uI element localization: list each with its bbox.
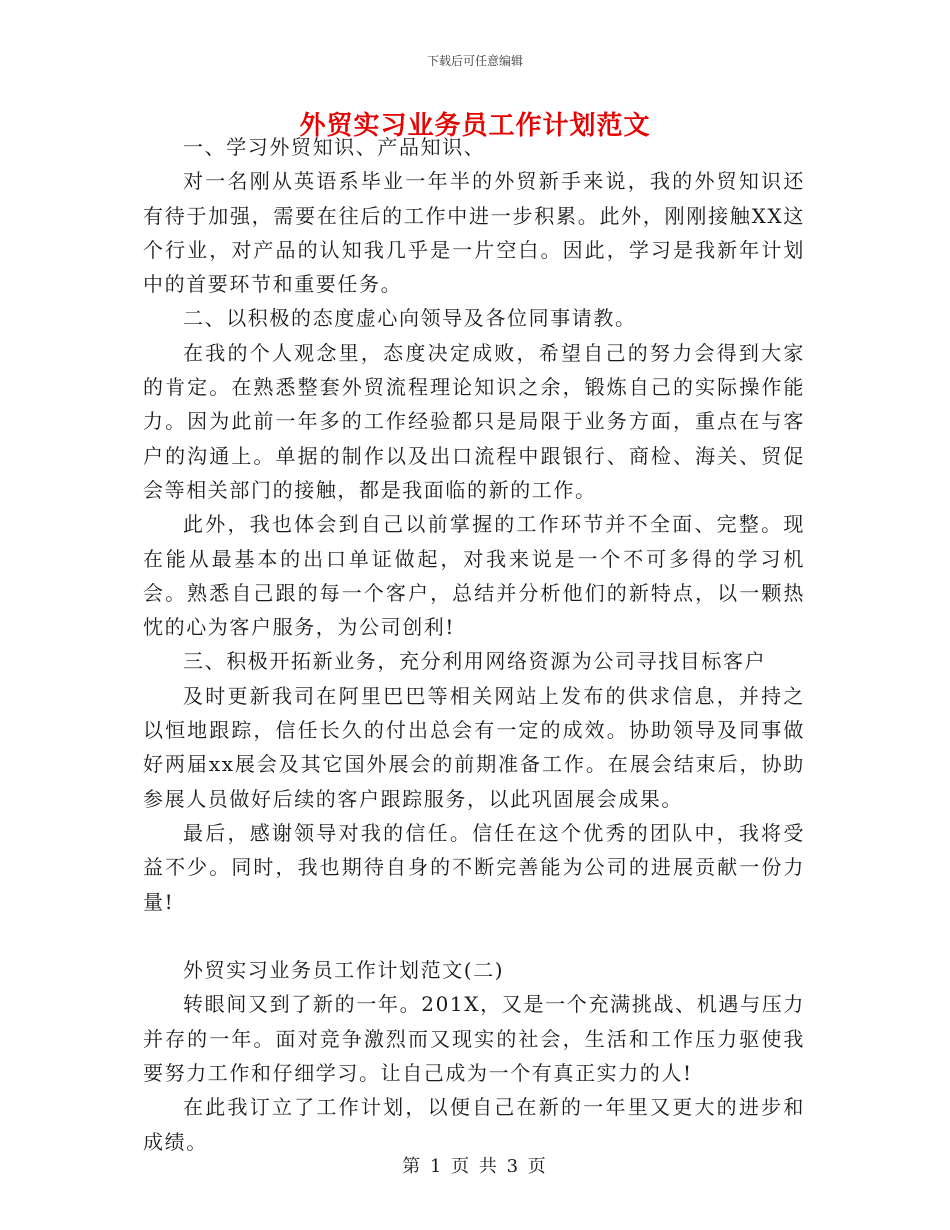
body-paragraph: 在此我订立了工作计划，以便自己在新的一年里又更大的进步和成绩。 <box>143 1095 805 1154</box>
blank-line <box>143 919 805 953</box>
section-heading-3: 三、积极开拓新业务，充分利用网络资源为公司寻找目标客户 <box>183 649 767 674</box>
document-title: 外贸实习业务员工作计划范文 <box>299 111 651 141</box>
body-paragraph: 最后，感谢领导对我的信任。信任在这个优秀的团队中，我将受益不少。同时，我也期待自身的不断完善能为公司的进展贡献一份力量! <box>143 820 805 914</box>
body-paragraph: 此外，我也体会到自己以前掌握的工作环节并不全面、完整。现在能从最基本的出口单证做起，对我来说是一个不可多得的学习机会。熟悉自己跟的每一个客户，总结并分析他们的新特点，以一颗热忱的心为客户服务，为公司创利! <box>143 512 805 640</box>
body-paragraph: 转眼间又到了新的一年。201X，又是一个充满挑战、机遇与压力并存的一年。面对竞争激烈而又现实的社会，生活和工作压力驱使我要努力工作和仔细学习。让自己成为一个有真正实力的人! <box>143 992 805 1086</box>
document-body <box>143 130 805 1159</box>
section-heading-1: 一、学习外贸知识、产品知识、 <box>183 135 486 159</box>
section-heading-2: 二、以积极的态度虚心向领导及各位同事请教。 <box>183 306 637 331</box>
subtitle-part-two: 外贸实习业务员工作计划范文(二) <box>183 958 505 983</box>
body-paragraph: 及时更新我司在阿里巴巴等相关网站上发布的供求信息，并持之以恒地跟踪，信任长久的付出总会有一定的成效。协助领导及同事做好两届xx展会及其它国外展会的前期准备工作。在展会结束后，协助参展人员做好后续的客户跟踪服务，以此巩固展会成果。 <box>143 683 805 811</box>
header-note: 下载后可任意编辑 <box>426 54 523 68</box>
page-footer: 第 1 页 共 3 页 <box>402 1156 548 1177</box>
body-paragraph: 对一名刚从英语系毕业一年半的外贸新手来说，我的外贸知识还有待于加强，需要在往后的工作中进一步积累。此外，刚刚接触XX这个行业，对产品的认知我几乎是一片空白。因此，学习是我新年计划中的首要环节和重要任务。 <box>143 169 805 297</box>
body-paragraph: 在我的个人观念里，态度决定成败，希望自己的努力会得到大家的肯定。在熟悉整套外贸流程理论知识之余，锻炼自己的实际操作能力。因为此前一年多的工作经验都只是局限于业务方面，重点在与客户的沟通上。单据的制作以及出口流程中跟银行、商检、海关、贸促会等相关部门的接触，都是我面临的新的工作。 <box>143 340 805 502</box>
